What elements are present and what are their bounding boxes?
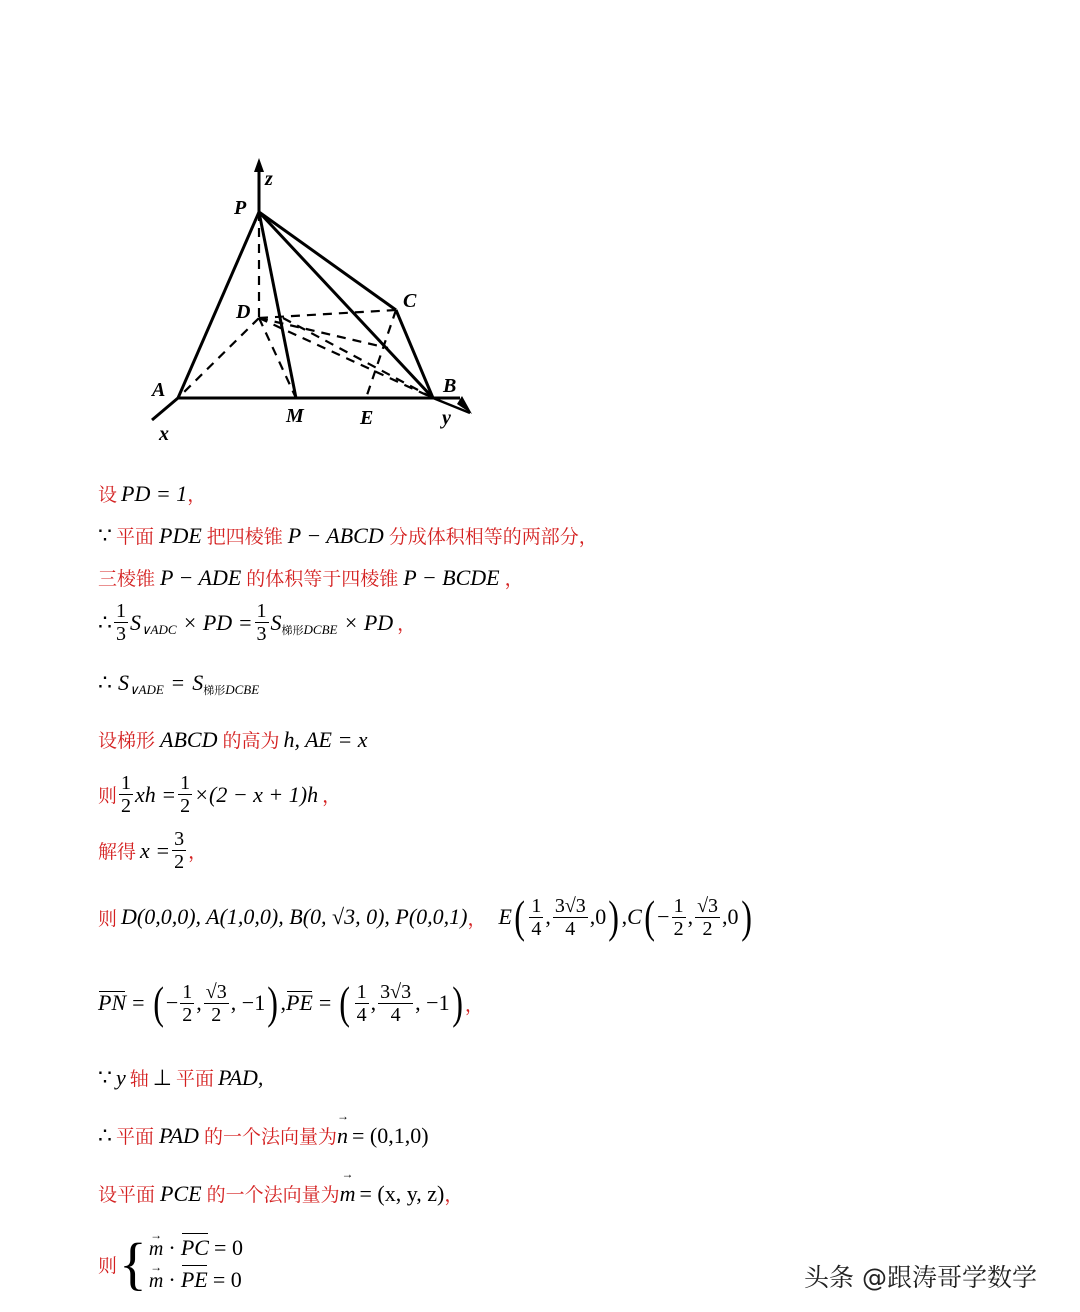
fraction: $\frac{√3}{2}$: [205, 980, 227, 1026]
math: PAD: [159, 1122, 199, 1148]
math: P − BCDE: [403, 564, 500, 590]
text: 则: [98, 785, 118, 807]
text: 解得: [98, 841, 137, 863]
text: 设平面: [98, 1184, 156, 1206]
label-E: E: [360, 407, 374, 429]
subscript: ∨ADE: [129, 682, 164, 697]
label-P: P: [234, 197, 247, 219]
fraction: $\frac{1}{2}$: [673, 894, 684, 940]
line-5: [98, 668, 259, 698]
line-13: [98, 1180, 463, 1207]
equation-system: → m · PC = 0 → m · PE = 0: [149, 1232, 243, 1296]
math: −: [657, 904, 670, 929]
text: ，: [464, 993, 484, 1016]
text: 把四棱锥: [206, 526, 283, 548]
text: 的一个法向量为: [206, 1184, 340, 1206]
text: ，: [444, 1184, 464, 1206]
math: xh =: [135, 781, 177, 807]
fraction: $\frac{1}{3}$: [116, 600, 126, 645]
math: ,: [621, 904, 628, 929]
math: PD = 1: [121, 480, 188, 506]
math: ⊥: [152, 1064, 172, 1090]
watermark: 头条 @跟涛哥学数学: [804, 1263, 1037, 1292]
vector: PN: [98, 990, 127, 1015]
fraction: $\frac{√3}{2}$: [697, 894, 719, 940]
line-4: [98, 600, 416, 645]
text: 的体积等于四棱锥: [246, 568, 399, 590]
label-D: D: [236, 301, 251, 323]
line-8: [98, 828, 207, 873]
vector: PE: [286, 990, 313, 1015]
math: ABCD: [160, 726, 218, 752]
therefore-symbol: ∴: [98, 1122, 112, 1148]
line-12: [98, 1122, 429, 1149]
line-9: 则 D(0,0,0), A(1,0,0), B(0, √3, 0), P(0,0,1) ， E ( $\frac{1}{4}$ , $\frac{3√3}{4}$ ,0 ) , C ( − $\frac{1}{2}$ , $\frac{√3}{2}$ ,0 ): [98, 891, 752, 942]
subscript: DCBE: [225, 682, 260, 697]
vector: → n: [337, 1123, 348, 1149]
text: ，: [397, 613, 417, 635]
pyramid-figure: [130, 150, 490, 450]
text: ，: [187, 484, 207, 506]
fraction: $\frac{1}{2}$: [182, 980, 193, 1026]
text: 则: [98, 1254, 118, 1277]
line-1: [98, 480, 206, 507]
math: = (0,1,0): [351, 1122, 429, 1148]
text: ，: [322, 785, 342, 807]
fraction: $\frac{3}{2}$: [174, 828, 185, 873]
math: ,0: [722, 904, 739, 929]
math: y: [116, 1064, 126, 1090]
math: E: [498, 904, 512, 929]
math: D(0,0,0), A(1,0,0), B(0, √3, 0), P(0,0,1): [121, 904, 468, 929]
fraction: $\frac{1}{4}$: [356, 980, 367, 1026]
text: 平面: [116, 1126, 155, 1148]
label-z: z: [265, 168, 273, 190]
fraction: $\frac{1}{2}$: [121, 772, 132, 817]
subscript: DCBE: [303, 621, 338, 637]
math: =: [171, 670, 185, 695]
fraction: $\frac{3√3}{4}$: [554, 894, 586, 940]
therefore-symbol: ∴: [98, 670, 112, 695]
math: P − ABCD: [287, 522, 384, 548]
math: S: [270, 609, 282, 635]
text: 的高为: [222, 730, 280, 752]
brace: {: [119, 1231, 147, 1296]
subscript: 梯形: [203, 684, 226, 697]
subscript: 梯形: [281, 623, 304, 637]
fraction: $\frac{1}{2}$: [180, 772, 191, 817]
fraction: $\frac{1}{3}$: [256, 600, 267, 645]
fraction: $\frac{1}{4}$: [531, 894, 542, 940]
math: S: [192, 670, 204, 695]
math: C: [627, 904, 642, 929]
math: × PD =: [182, 609, 253, 635]
text: 设梯形: [98, 730, 156, 752]
math: −: [165, 990, 179, 1015]
label-x: x: [159, 423, 169, 445]
line-2: [98, 522, 598, 549]
fraction: $\frac{3√3}{4}$: [380, 980, 412, 1026]
line-3: [98, 564, 524, 591]
text: 的一个法向量为: [203, 1126, 337, 1148]
text: ，: [188, 841, 208, 863]
math: PCE: [160, 1180, 202, 1206]
math: ,0: [589, 904, 607, 929]
math: ,: [280, 990, 287, 1015]
because-symbol: ∵: [98, 522, 112, 548]
math: S: [118, 670, 129, 695]
text: 平面: [175, 1068, 214, 1090]
math: =: [132, 990, 145, 1015]
math: , −1: [230, 990, 266, 1015]
therefore-symbol: ∴: [98, 609, 112, 635]
math: x =: [140, 837, 171, 863]
text: 平面: [116, 526, 155, 548]
line-10: PN = ( − $\frac{1}{2}$ , $\frac{√3}{2}$ , −1 ) , PE = ( $\frac{1}{4}$ , $\frac{3√3}{4}$ , −1 ) ，: [98, 977, 484, 1028]
text: ，: [467, 907, 487, 930]
math: P − ADE: [160, 564, 242, 590]
line-6: [98, 726, 368, 753]
math: ×(2 − x + 1)h: [194, 781, 319, 807]
line-11: [98, 1064, 263, 1091]
label-A: A: [152, 379, 166, 401]
text: 轴: [129, 1068, 149, 1090]
text: 分成体积相等的两部分，: [388, 526, 598, 548]
math: S: [130, 609, 141, 635]
subscript: ∨ADC: [141, 621, 177, 637]
text: 设: [98, 484, 118, 506]
line-7: [98, 772, 341, 817]
z-arrow-icon: [254, 158, 264, 172]
math: PDE: [159, 522, 202, 548]
label-y: y: [442, 407, 451, 429]
math: , −1: [415, 990, 450, 1015]
math: × PD: [343, 609, 394, 635]
because-symbol: ∵: [98, 1064, 112, 1090]
text: 三棱锥: [98, 568, 156, 590]
math: PAD,: [217, 1064, 264, 1090]
label-B: B: [443, 375, 457, 397]
text: 则: [98, 907, 118, 930]
math: h, AE = x: [283, 726, 368, 752]
label-M: M: [286, 405, 304, 427]
label-C: C: [403, 290, 417, 312]
text: ，: [504, 568, 524, 590]
line-14: [98, 1232, 243, 1296]
math: = (x, y, z): [359, 1180, 445, 1206]
vector: → m: [340, 1181, 356, 1207]
